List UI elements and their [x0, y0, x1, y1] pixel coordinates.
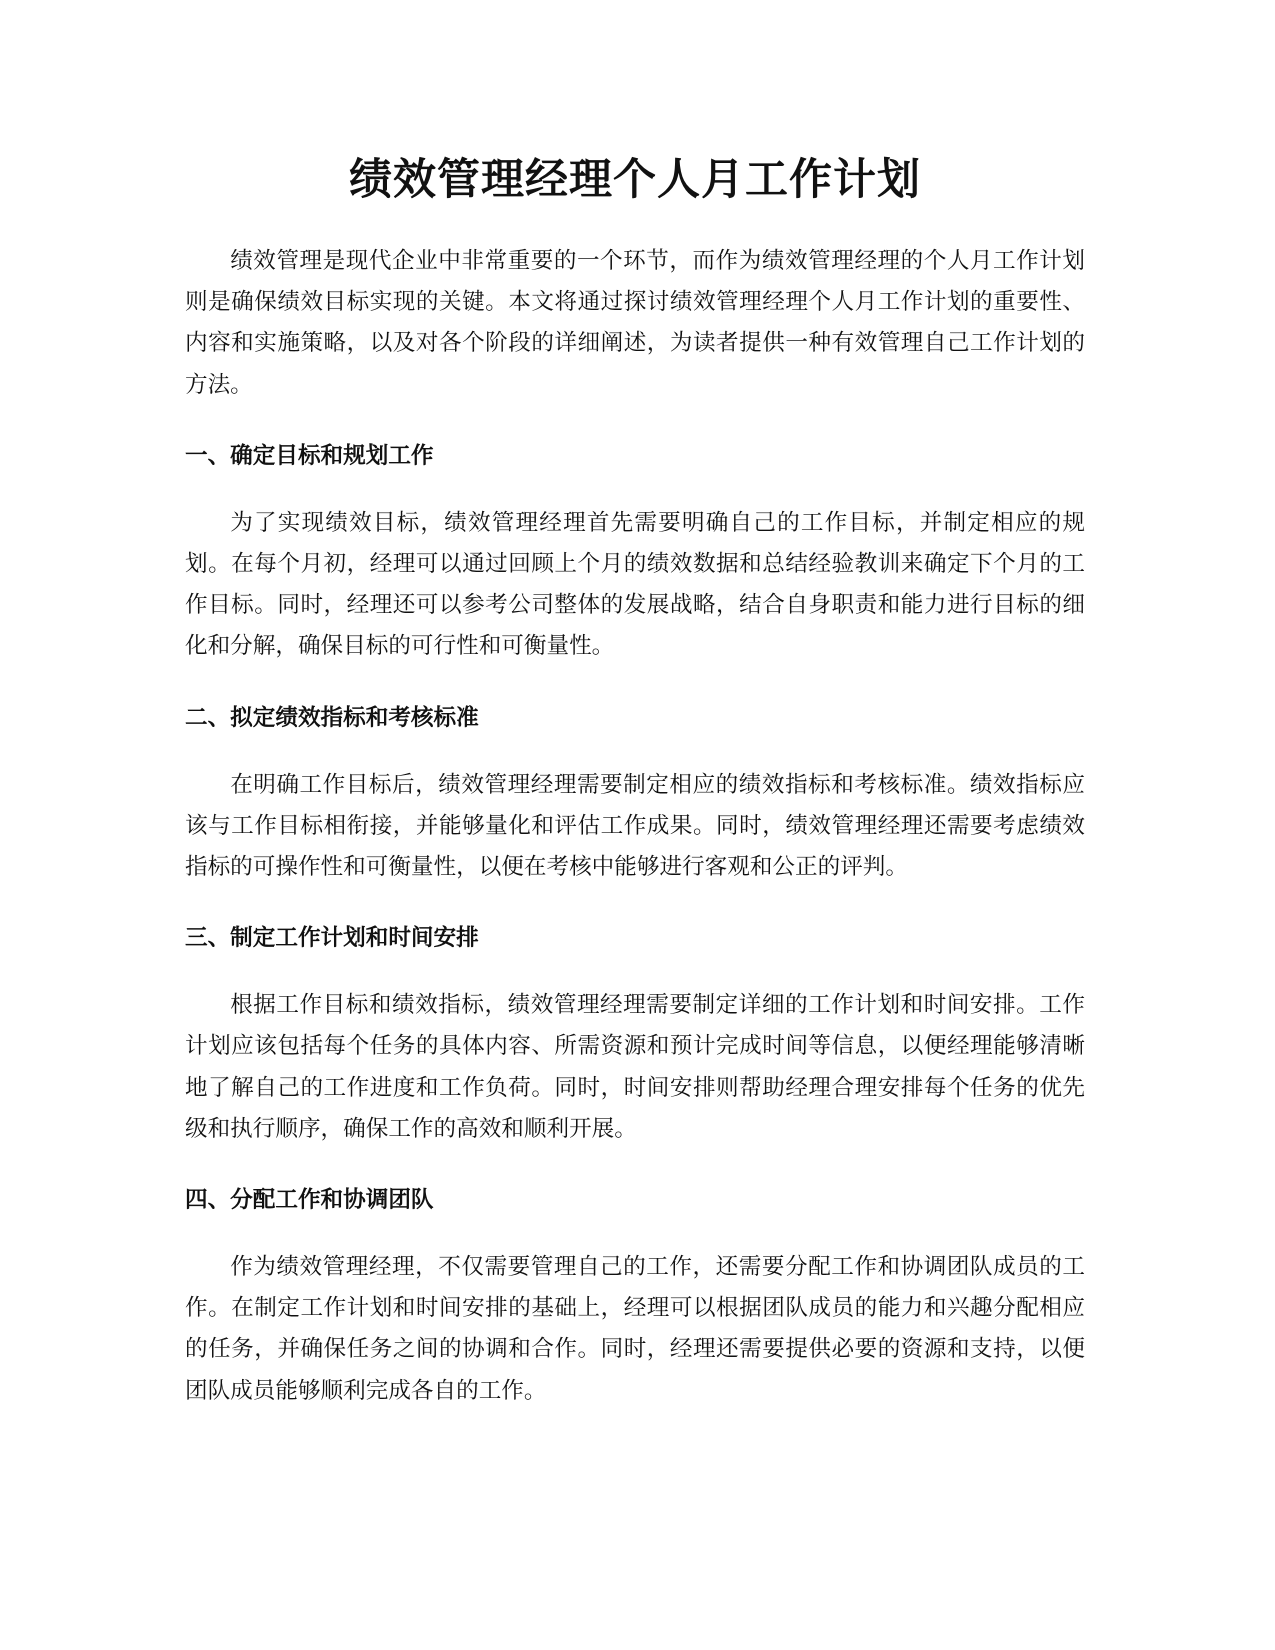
section-heading-1: 一、确定目标和规划工作	[185, 442, 434, 469]
document-body	[185, 241, 1085, 1412]
section-paragraph-4: 作为绩效管理经理，不仅需要管理自己的工作，还需要分配工作和协调团队成员的工作。在制定工作计划和时间安排的基础上，经理可以根据团队成员的能力和兴趣分配相应的任务，并确保任务之间的协调和合作。同时，经理还需要提供必要的资源和支持，以便团队成员能够顺利完成各自的工作。	[185, 1254, 1085, 1404]
section-heading-4: 四、分配工作和协调团队	[185, 1187, 434, 1214]
section-paragraph-3: 根据工作目标和绩效指标，绩效管理经理需要制定详细的工作计划和时间安排。工作计划应该包括每个任务的具体内容、所需资源和预计完成时间等信息，以便经理能够清晰地了解自己的工作进度和工作负荷。同时，时间安排则帮助经理合理安排每个任务的优先级和执行顺序，确保工作的高效和顺利开展。	[185, 992, 1085, 1142]
document-title: 绩效管理经理个人月工作计划	[349, 155, 921, 205]
section-heading-3: 三、制定工作计划和时间安排	[185, 925, 479, 952]
section-paragraph-1: 为了实现绩效目标，绩效管理经理首先需要明确自己的工作目标，并制定相应的规划。在每个月初，经理可以通过回顾上个月的绩效数据和总结经验教训来确定下个月的工作目标。同时，经理还可以参考公司整体的发展战略，结合自身职责和能力进行目标的细化和分解，确保目标的可行性和可衡量性。	[185, 509, 1085, 660]
section-heading-2: 二、拟定绩效指标和考核标准	[185, 704, 479, 731]
intro-paragraph: 绩效管理是现代企业中非常重要的一个环节，而作为绩效管理经理的个人月工作计划则是确保绩效目标实现的关键。本文将通过探讨绩效管理经理个人月工作计划的重要性、内容和实施策略，以及对各个阶段的详细阐述，为读者提供一种有效管理自己工作计划的方法。	[185, 248, 1085, 398]
section-paragraph-2: 在明确工作目标后，绩效管理经理需要制定相应的绩效指标和考核标准。绩效指标应该与工作目标相衔接，并能够量化和评估工作成果。同时，绩效管理经理还需要考虑绩效指标的可操作性和可衡量性，以便在考核中能够进行客观和公正的评判。	[185, 771, 1085, 881]
